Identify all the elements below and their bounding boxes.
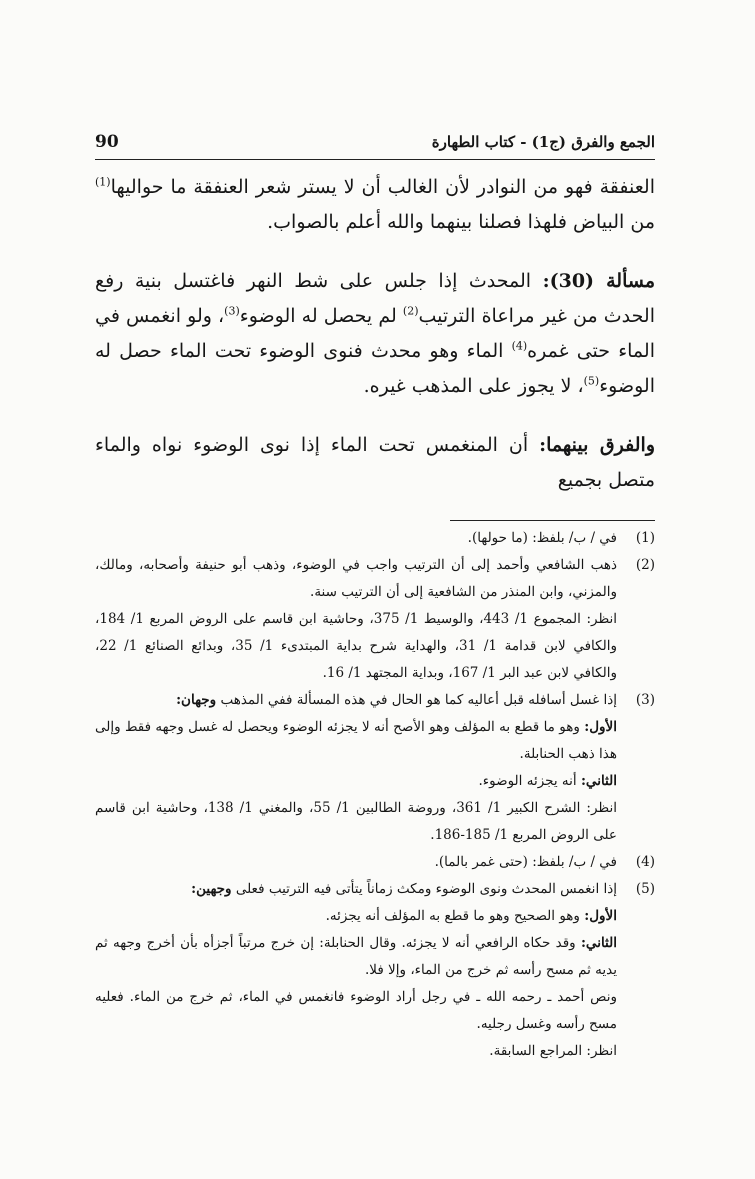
footnote-5 — [95, 876, 655, 1065]
footnote-2 — [95, 552, 655, 687]
fn3-intro-bold: وجهان: — [176, 692, 217, 708]
footnote-line — [95, 903, 617, 930]
footnote-line: انظر: المجموع 1/ 443، والوسيط 1/ 375، وحاشية ابن قاسم على الروض المربع 1/ 184، والكافي لابن قدامة 1/ 31، والهداية شرح بداية المبتدىء 1/ 35، وبدائع الصنائع 1/ 22، والكافي لابن عبد البر 1/ 167، وبداية المجتهد 1/ 16. — [95, 611, 618, 681]
footnotes — [95, 525, 655, 1065]
p1-tail: من البياض فلهذا فصلنا بينهما والله أعلم بالصواب. — [267, 211, 655, 233]
fn5-first-label: الأول: — [584, 908, 617, 924]
footnote-3 — [95, 687, 655, 849]
farq-text: أن المنغمس تحت الماء إذا نوى الوضوء نواه والماء متصل بجميع — [95, 434, 655, 491]
footnote-ref-1: (1) — [95, 175, 111, 189]
footnote-number: (4) — [635, 854, 655, 870]
footnote-line: انظر: المراجع السابقة. — [489, 1043, 617, 1059]
footnote-line — [95, 687, 617, 714]
fn3-intro: إذا غسل أسافله قبل أعاليه كما هو الحال في هذه المسألة ففي المذهب — [216, 692, 617, 708]
masala-t5: ، لا يجوز على المذهب غيره. — [363, 375, 584, 397]
footnote-number: (1) — [635, 530, 655, 546]
footnote-ref-2: (2) — [402, 304, 419, 318]
fn3-first-text: وهو ما قطع به المؤلف وهو الأصح أنه لا يجزئه الوضوء ويحصل له غسل وجهه فقط وإلى هذا ذهب الحنابلة. — [95, 719, 617, 762]
footnote-line: ذهب الشافعي وأحمد إلى أن الترتيب واجب في الوضوء، وذهب أبو حنيفة وأصحابه، ومالك، والمزني، وابن المنذر من الشافعية إلى أن الترتيب سنة. — [95, 557, 617, 600]
footnote-1 — [95, 525, 655, 552]
fn5-first-text: وهو الصحيح وهو ما قطع به المؤلف أنه يجزئه. — [325, 908, 585, 924]
footnote-line: ونص أحمد ـ رحمه الله ـ في رجل أراد الوضوء فانغمس في الماء، ثم خرج من الماء. فعليه مسح رأسه وغسل رجليه. — [95, 989, 617, 1032]
book-page — [95, 125, 655, 1065]
footnote-number: (5) — [635, 881, 655, 897]
fn5-second-text: وقد حكاه الرافعي أنه لا يجزئه. وقال الحنابلة: إن خرج مرتباً أجزأه بأن أخرج وجهه ثم يديه ثم مسح رأسه ثم خرج من الماء، وإلا فلا. — [95, 935, 617, 978]
masala-30 — [95, 264, 655, 404]
footnote-divider — [450, 520, 655, 521]
fn3-first-label: الأول: — [584, 719, 617, 735]
footnote-ref-5: (5) — [583, 374, 600, 388]
footnote-ref-4: (4) — [511, 339, 528, 353]
farq-paragraph — [95, 428, 655, 498]
masala-t1: المحدث إذا جلس على شط النهر فاغتسل بنية رفع الحدث من غير مراعاة الترتيب — [95, 270, 655, 327]
footnote-line — [95, 876, 617, 903]
fn5-intro-bold: وجهين: — [191, 881, 232, 897]
footnote-line — [95, 930, 617, 984]
footnote-line: في / ب/ بلفظ: (حتى غمر بالما). — [434, 854, 617, 870]
running-head: الجمع والفرق (ج1) - كتاب الطهارة — [431, 133, 655, 151]
page-header — [95, 125, 655, 160]
footnote-line: في / ب/ بلفظ: (ما حولها). — [467, 530, 617, 546]
paragraph-1 — [95, 170, 655, 240]
p1-text: العنفقة فهو من النوادر لأن الغالب أن لا يستر شعر العنفقة ما حواليها — [110, 176, 655, 198]
masala-label: مسألة (30): — [542, 270, 655, 292]
footnote-4 — [95, 849, 655, 876]
masala-t2: لم يحصل له الوضوء — [239, 305, 403, 327]
footnote-line: انظر: الشرح الكبير 1/ 361، وروضة الطالبين 1/ 55، والمغني 1/ 138، وحاشية ابن قاسم على الروض المربع 1/ 185-186. — [95, 800, 617, 843]
fn5-intro: إذا انغمس المحدث ونوى الوضوء ومكث زماناً يتأتى فيه الترتيب فعلى — [231, 881, 617, 897]
fn3-second-label: الثاني: — [580, 773, 617, 789]
footnote-number: (2) — [635, 557, 655, 573]
footnote-line — [95, 714, 617, 768]
fn3-second-text: أنه يجزئه الوضوء. — [478, 773, 581, 789]
footnote-ref-3: (3) — [224, 304, 240, 318]
fn5-second-label: الثاني: — [580, 935, 617, 951]
main-text — [95, 170, 655, 498]
masala-t4: الماء وهو محدث فنوى الوضوء تحت الماء حصل له الوضوء — [95, 340, 655, 397]
farq-label: والفرق بينهما: — [539, 434, 655, 456]
masala-t3: ، ولو انغمس في الماء حتى غمره — [95, 305, 655, 362]
page-number: 90 — [95, 132, 119, 152]
footnote-number: (3) — [635, 692, 655, 708]
footnote-line — [95, 768, 617, 795]
